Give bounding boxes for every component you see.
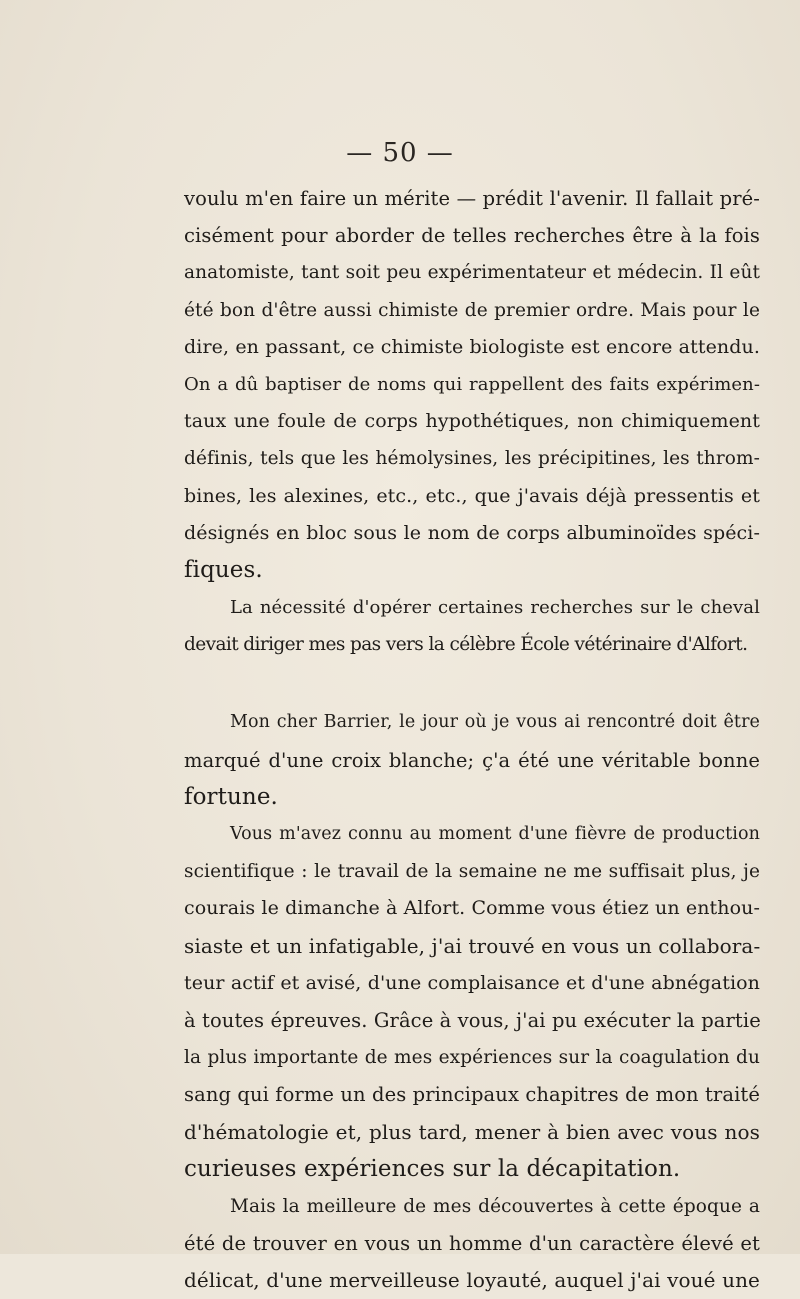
text-line: anatomiste, tant soit peu expérimentateur et médecin. Il eût <box>184 262 760 284</box>
text-line: sang qui forme un des principaux chapitres de mon traité <box>184 1083 760 1107</box>
text-line: été de trouver en vous un homme d'un caractère élevé et <box>184 1232 760 1256</box>
text-line: bines, les alexines, etc., etc., que j'avais déjà pressentis et <box>184 484 760 507</box>
text-line: la plus importante de mes expériences sur la coagulation du <box>184 1047 760 1069</box>
paragraph <box>184 1188 760 1299</box>
text-line: On a dû baptiser de noms qui rappellent des faits expérimen- <box>184 373 760 395</box>
text-line: cisément pour aborder de telles recherches être à la fois <box>184 224 760 248</box>
section-gap <box>184 663 760 704</box>
page-number: — 50 — <box>346 138 454 168</box>
text-line: La nécessité d'opérer certaines recherches sur le cheval <box>230 597 760 619</box>
text-line: d'hématologie et, plus tard, mener à bien avec vous nos <box>184 1119 760 1144</box>
text-line: Mais la meilleure de mes découvertes à cette époque a <box>230 1195 760 1217</box>
paragraph <box>184 816 760 1188</box>
text-line: à toutes épreuves. Grâce à vous, j'ai pu exécuter la partie <box>184 1008 761 1032</box>
paragraph <box>184 180 760 589</box>
text-line: voulu m'en faire un mérite — prédit l'avenir. Il fallait pré- <box>184 187 760 210</box>
text-line: curieuses expériences sur la décapitation. <box>184 1155 681 1182</box>
text-line: fiques. <box>184 556 263 583</box>
paragraph <box>184 589 760 663</box>
text-line: siaste et un infatigable, j'ai trouvé en vous un collabora- <box>184 933 761 958</box>
text-line: courais le dimanche à Alfort. Comme vous étiez un enthou- <box>184 897 760 920</box>
text-line: fortune. <box>184 783 278 810</box>
text-line: scientifique : le travail de la semaine ne me suffisait plus, je <box>184 861 760 883</box>
text-line: Mon cher Barrier, le jour où je vous ai rencontré doit être <box>230 712 760 733</box>
text-line: été bon d'être aussi chimiste de premier ordre. Mais pour le <box>184 299 760 321</box>
text-line: marqué d'une croix blanche; ç'a été une véritable bonne <box>184 748 760 772</box>
body-text <box>184 180 760 1299</box>
text-line: dire, en passant, ce chimiste biologiste est encore attendu. <box>184 335 760 358</box>
paragraph <box>184 704 760 816</box>
text-line: devait diriger mes pas vers la célèbre École vétérinaire d'Alfort. <box>184 634 748 656</box>
text-line: teur actif et avisé, d'une complaisance et d'une abnégation <box>184 971 760 994</box>
text-line: taux une foule de corps hypothétiques, non chimiquement <box>184 410 760 433</box>
text-line: désignés en bloc sous le nom de corps albuminoïdes spéci- <box>184 521 760 544</box>
text-line: délicat, d'une merveilleuse loyauté, auquel j'ai voué une <box>184 1268 760 1293</box>
text-line: définis, tels que les hémolysines, les précipitines, les throm- <box>184 448 760 470</box>
text-line: Vous m'avez connu au moment d'une fièvre de production <box>230 824 760 844</box>
